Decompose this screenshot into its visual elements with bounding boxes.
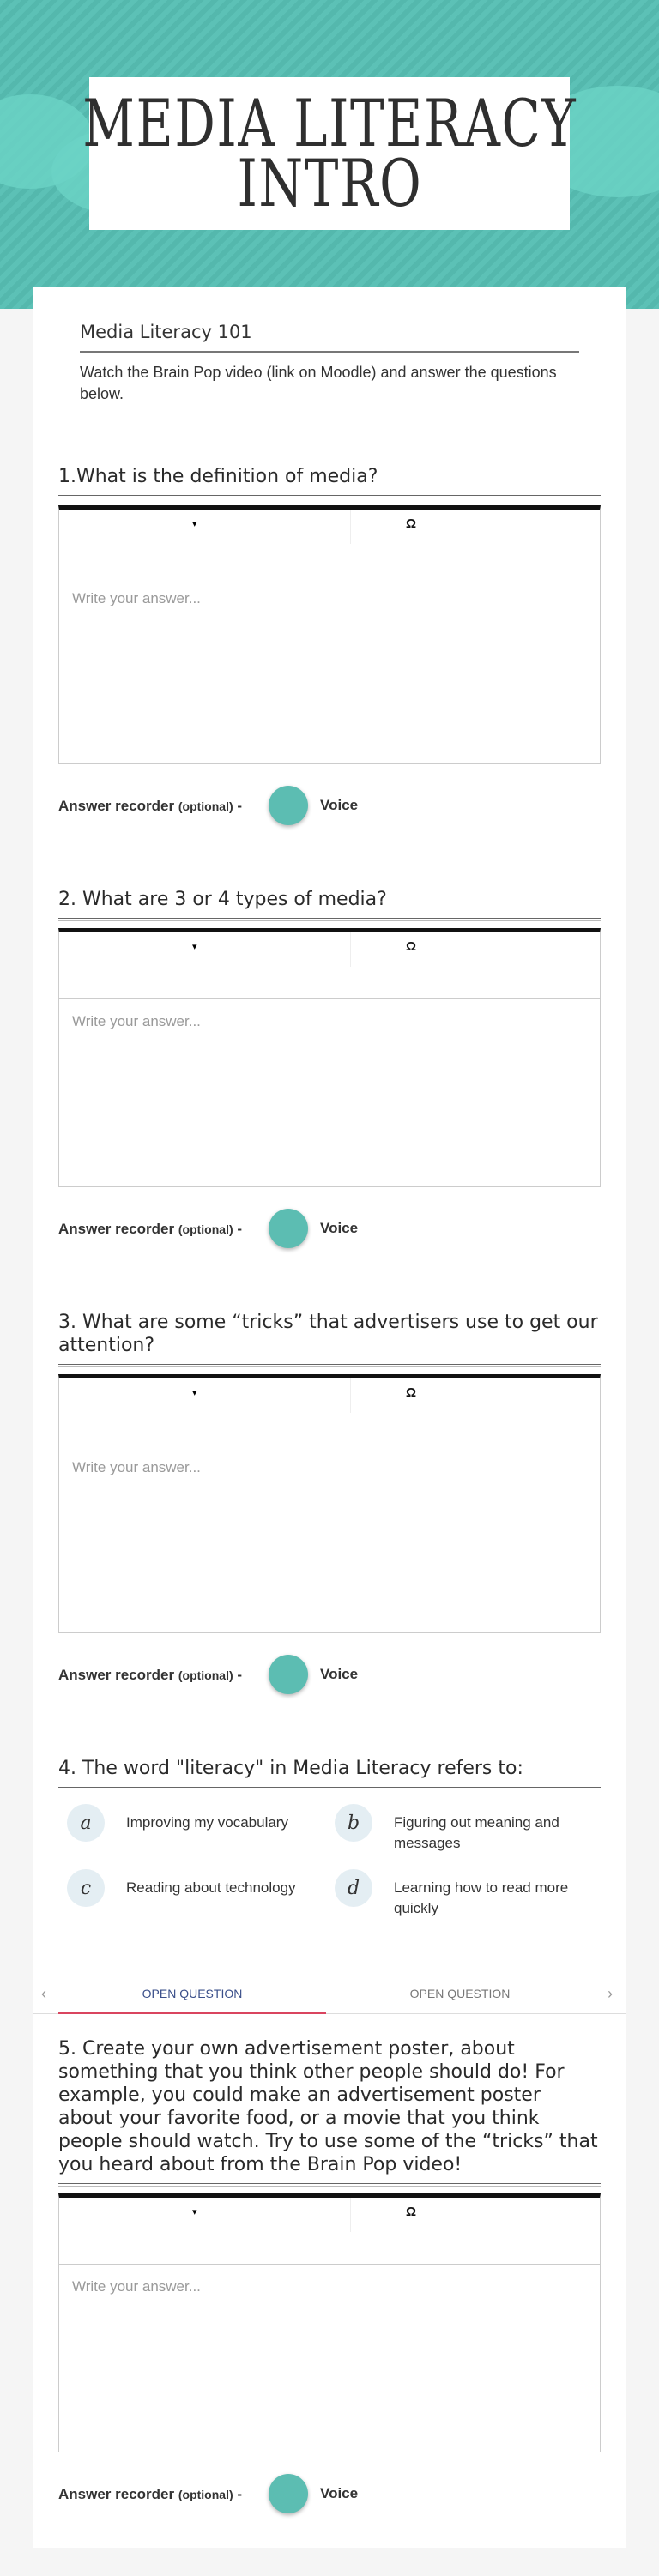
answer-placeholder: Write your answer... xyxy=(72,590,201,606)
editor-toolbar xyxy=(59,2198,600,2265)
font-select[interactable] xyxy=(59,510,351,544)
answer-editor xyxy=(58,928,601,1187)
question-title: 1.What is the definition of media? xyxy=(58,465,601,496)
choice-letter: d xyxy=(335,1869,372,1907)
recorder-label xyxy=(58,1667,242,1684)
recorder-label-text: Answer recorder xyxy=(58,2486,175,2502)
editor-toolbar xyxy=(59,932,600,999)
voice-label: Voice xyxy=(320,1220,359,1236)
recorder-dash: - xyxy=(233,798,243,814)
question-5 xyxy=(58,2037,601,2513)
recorder-optional: (optional) xyxy=(178,1668,233,1682)
recorder-dash: - xyxy=(233,2486,243,2502)
question-1 xyxy=(58,465,601,825)
recorder-dash: - xyxy=(233,1221,243,1237)
chevron-down-icon[interactable]: ▾ xyxy=(192,519,197,529)
choice-c[interactable] xyxy=(67,1869,323,1907)
answer-textarea[interactable] xyxy=(59,2265,600,2452)
answer-placeholder: Write your answer... xyxy=(72,1013,201,1029)
record-button[interactable] xyxy=(269,2474,308,2513)
answer-placeholder: Write your answer... xyxy=(72,2278,201,2295)
recorder-label xyxy=(58,2486,242,2503)
special-character-icon[interactable]: Ω xyxy=(406,1385,417,1400)
page-title-line-2: INTRO xyxy=(237,145,422,221)
record-button[interactable] xyxy=(269,786,308,825)
choice-text: Improving my vocabulary xyxy=(126,1814,288,1831)
divider xyxy=(58,1365,601,1367)
voice-label: Voice xyxy=(320,1666,359,1682)
tab-open-question-active[interactable]: OPEN QUESTION xyxy=(58,1982,326,2014)
answer-editor xyxy=(58,505,601,764)
font-select[interactable] xyxy=(59,2198,351,2232)
voice-label: Voice xyxy=(320,797,359,813)
answer-textarea[interactable] xyxy=(59,999,600,1186)
question-3 xyxy=(58,1311,601,1694)
answer-editor xyxy=(58,2193,601,2452)
choice-d[interactable] xyxy=(335,1869,591,1919)
chevron-left-icon[interactable]: ‹ xyxy=(41,1985,46,2002)
title-box xyxy=(82,77,577,230)
question-title: 2. What are 3 or 4 types of media? xyxy=(58,888,601,919)
recorder-optional: (optional) xyxy=(178,799,233,813)
answer-editor xyxy=(58,1374,601,1633)
special-character-icon[interactable]: Ω xyxy=(406,2205,417,2219)
page-title-line-1: MEDIA LITERACY xyxy=(82,85,577,161)
editor-toolbar xyxy=(59,1378,600,1445)
font-select[interactable] xyxy=(59,932,351,967)
recorder-label xyxy=(58,798,242,815)
recorder-label-text: Answer recorder xyxy=(58,1667,175,1683)
question-type-tabs xyxy=(33,1975,626,2014)
chevron-right-icon[interactable]: › xyxy=(608,1985,613,2002)
special-character-icon[interactable]: Ω xyxy=(406,939,417,954)
worksheet-card xyxy=(33,287,626,2548)
editor-toolbar xyxy=(59,510,600,576)
question-title: 4. The word "literacy" in Media Literacy refers to: xyxy=(58,1757,601,1788)
question-4 xyxy=(58,1757,601,1788)
answer-recorder xyxy=(58,1655,601,1694)
answer-recorder xyxy=(58,2474,601,2513)
chevron-down-icon[interactable]: ▾ xyxy=(192,1388,197,1398)
choice-text: Reading about technology xyxy=(126,1879,296,1896)
record-button[interactable] xyxy=(269,1655,308,1694)
choice-letter: c xyxy=(67,1869,105,1907)
record-button[interactable] xyxy=(269,1209,308,1248)
recorder-optional: (optional) xyxy=(178,2488,233,2501)
recorder-dash: - xyxy=(233,1667,243,1683)
recorder-label-text: Answer recorder xyxy=(58,798,175,814)
question-title: 5. Create your own advertisement poster, about something that you think other people should do! For example, you could make an advertisement poster about your favorite food, or a movie that you think people should watch. Try to use some of the “tricks” that you heard about from the Brain Pop video! xyxy=(58,2037,601,2184)
header-banner xyxy=(0,0,659,309)
intro-title: Media Literacy 101 xyxy=(80,322,579,353)
answer-recorder xyxy=(58,1209,601,1248)
choice-letter: a xyxy=(67,1804,105,1842)
intro-description: Watch the Brain Pop video (link on Moodle) and answer the questions below. xyxy=(80,364,557,402)
choice-a[interactable] xyxy=(67,1804,323,1842)
choice-text: Figuring out meaning and messages xyxy=(394,1814,559,1851)
answer-placeholder: Write your answer... xyxy=(72,1459,201,1475)
choice-b[interactable] xyxy=(335,1804,591,1854)
divider xyxy=(58,2184,601,2187)
divider xyxy=(58,496,601,498)
divider xyxy=(58,919,601,921)
chevron-down-icon[interactable]: ▾ xyxy=(192,2207,197,2217)
answer-textarea[interactable] xyxy=(59,1445,600,1632)
question-2 xyxy=(58,888,601,1248)
answer-textarea[interactable] xyxy=(59,576,600,763)
choice-letter: b xyxy=(335,1804,372,1842)
font-select[interactable] xyxy=(59,1378,351,1413)
recorder-optional: (optional) xyxy=(178,1222,233,1236)
tab-open-question[interactable]: OPEN QUESTION xyxy=(409,1987,511,2000)
answer-recorder xyxy=(58,786,601,825)
recorder-label xyxy=(58,1221,242,1238)
voice-label: Voice xyxy=(320,2485,359,2501)
question-title: 3. What are some “tricks” that advertisers use to get our attention? xyxy=(58,1311,601,1365)
recorder-label-text: Answer recorder xyxy=(58,1221,175,1237)
choice-text: Learning how to read more quickly xyxy=(394,1879,569,1916)
special-character-icon[interactable]: Ω xyxy=(406,516,417,531)
chevron-down-icon[interactable]: ▾ xyxy=(192,942,197,952)
